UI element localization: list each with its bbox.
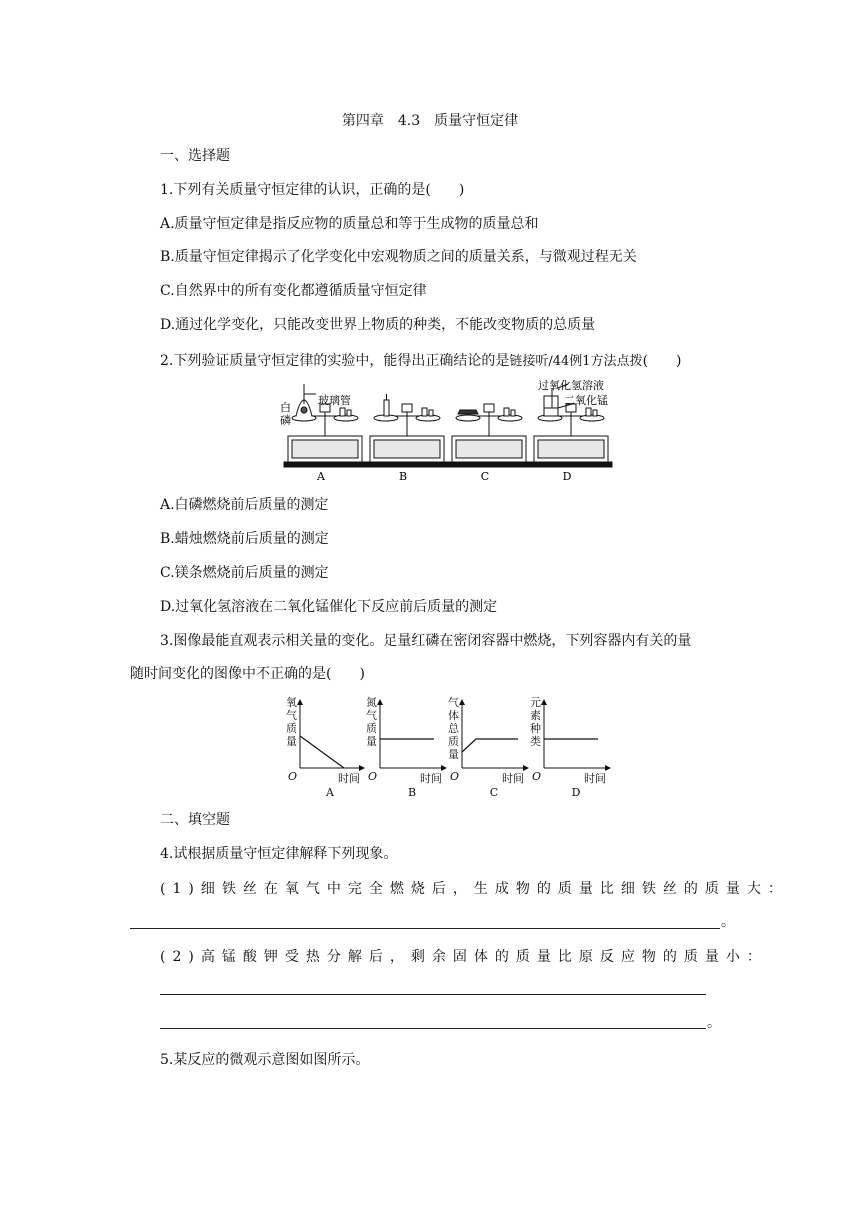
graph-a-ylabel-3: 质: [286, 722, 297, 735]
q3-stem-line2: 随时间变化的图像中不正确的是( ): [130, 666, 365, 682]
graph-d-xlabel: 时间: [584, 772, 606, 785]
graph-c-ylabel-4: 质: [448, 735, 459, 748]
q2-option-d: D.过氧化氢溶液在二氧化锰催化下反应前后质量的测定: [160, 599, 498, 615]
balance-b: [366, 394, 448, 467]
graph-c-origin: O: [450, 770, 460, 783]
graph-a-ylabel-2: 气: [286, 709, 297, 722]
q2-stem-text: 2.下列验证质量守恒定律的实验中，能得出正确结论的是: [160, 353, 510, 369]
q4-part2: (2)高锰酸钾受热分解后，剩余固体的质量比原反应物的质量小：: [160, 949, 768, 965]
label-glass-tube: 玻璃管: [318, 394, 351, 407]
graph-b-origin: O: [368, 770, 378, 783]
q2-option-c: C.镁条燃烧前后质量的测定: [160, 565, 329, 581]
graph-c-ylabel-3: 总: [448, 722, 459, 735]
balance-label-c: C: [480, 470, 490, 483]
graph-c-ylabel-5: 量: [448, 748, 459, 761]
graph-d-ylabel-4: 类: [530, 735, 541, 748]
label-mno2: 二氧化锰: [564, 394, 608, 407]
graph-d-ylabel-3: 种: [530, 722, 541, 735]
label-phosphorus: 磷: [280, 414, 291, 427]
balance-label-a: A: [317, 470, 325, 483]
q4-part1: (1)细铁丝在氧气中完全燃烧后，生成物的质量比细铁丝的质量大：: [160, 881, 789, 897]
balance-label-b: B: [398, 470, 408, 483]
graphs-figure-svg: [282, 692, 612, 800]
graph-d-ylabel-1: 元: [530, 696, 541, 709]
graph-a-ylabel-1: 氧: [286, 696, 297, 709]
graph-c: [462, 702, 526, 768]
q2-link-note: 链接听/44例1方法点拨: [509, 354, 643, 369]
section-heading-fill: 二、填空题: [160, 812, 230, 828]
graph-c-xlabel: 时间: [502, 772, 524, 785]
q2-option-a: A.白磷燃烧前后质量的测定: [160, 497, 329, 513]
q1-option-b: B.质量守恒定律揭示了化学变化中宏观物质之间的质量关系，与微观过程无关: [160, 249, 637, 265]
graph-d-tag: D: [571, 786, 581, 799]
graph-b: [380, 702, 444, 768]
q2-stem: [160, 352, 682, 371]
q4-part2-answer-line-2[interactable]: [160, 1028, 706, 1029]
graph-b-ylabel-4: 量: [366, 735, 377, 748]
graph-d: [544, 702, 608, 768]
q1-option-c: C.自然界中的所有变化都遵循质量守恒定律: [160, 283, 427, 299]
q4-stem: 4.试根据质量守恒定律解释下列现象。: [160, 846, 398, 862]
balance-c: [448, 404, 530, 467]
graphs-figure: [282, 692, 612, 800]
graph-c-ylabel-1: 气: [448, 696, 459, 709]
q5-stem: 5.某反应的微观示意图如图所示。: [160, 1052, 370, 1068]
q4-part2-answer-line-1[interactable]: [160, 994, 706, 995]
graph-b-xlabel: 时间: [420, 772, 442, 785]
graph-b-ylabel-1: 氮: [366, 696, 377, 709]
balance-label-d: D: [562, 470, 572, 483]
graph-c-ylabel-2: 体: [448, 709, 459, 722]
label-white: 白: [280, 401, 291, 414]
graph-c-tag: C: [489, 786, 499, 799]
graph-a-xlabel: 时间: [338, 772, 360, 785]
graph-a-tag: A: [326, 786, 334, 799]
graph-d-origin: O: [532, 770, 542, 783]
section-heading-choice: 一、选择题: [160, 148, 230, 164]
graph-b-ylabel-2: 气: [366, 709, 377, 722]
q1-option-a: A.质量守恒定律是指反应物的质量总和等于生成物的质量总和: [160, 216, 539, 232]
balance-figure-svg: [280, 374, 616, 486]
q4-part1-answer-line[interactable]: [130, 928, 720, 929]
graph-d-ylabel-2: 素: [530, 709, 541, 722]
q2-option-b: B.蜡烛燃烧前后质量的测定: [160, 531, 329, 547]
graph-b-tag: B: [407, 786, 417, 799]
q3-stem-line1: 3.图像最能直观表示相关量的变化。足量红磷在密闭容器中燃烧，下列容器内有关的量: [160, 633, 692, 649]
q4-part2-end: 。: [707, 1015, 721, 1031]
label-h2o2: 过氧化氢溶液: [538, 379, 604, 392]
graph-a: [300, 702, 362, 768]
q1-option-d: D.通过化学变化，只能改变世界上物质的种类，不能改变物质的总质量: [160, 317, 596, 333]
q4-part1-end: 。: [721, 914, 735, 930]
q1-stem: 1.下列有关质量守恒定律的认识，正确的是( ): [160, 182, 465, 198]
q2-paren: ( ): [642, 353, 682, 369]
graph-b-ylabel-3: 质: [366, 722, 377, 735]
graph-a-origin: O: [288, 770, 298, 783]
graph-a-ylabel-4: 量: [286, 735, 297, 748]
balance-figure: [280, 374, 616, 486]
page-title: 第四章 4.3 质量守恒定律: [341, 113, 519, 129]
